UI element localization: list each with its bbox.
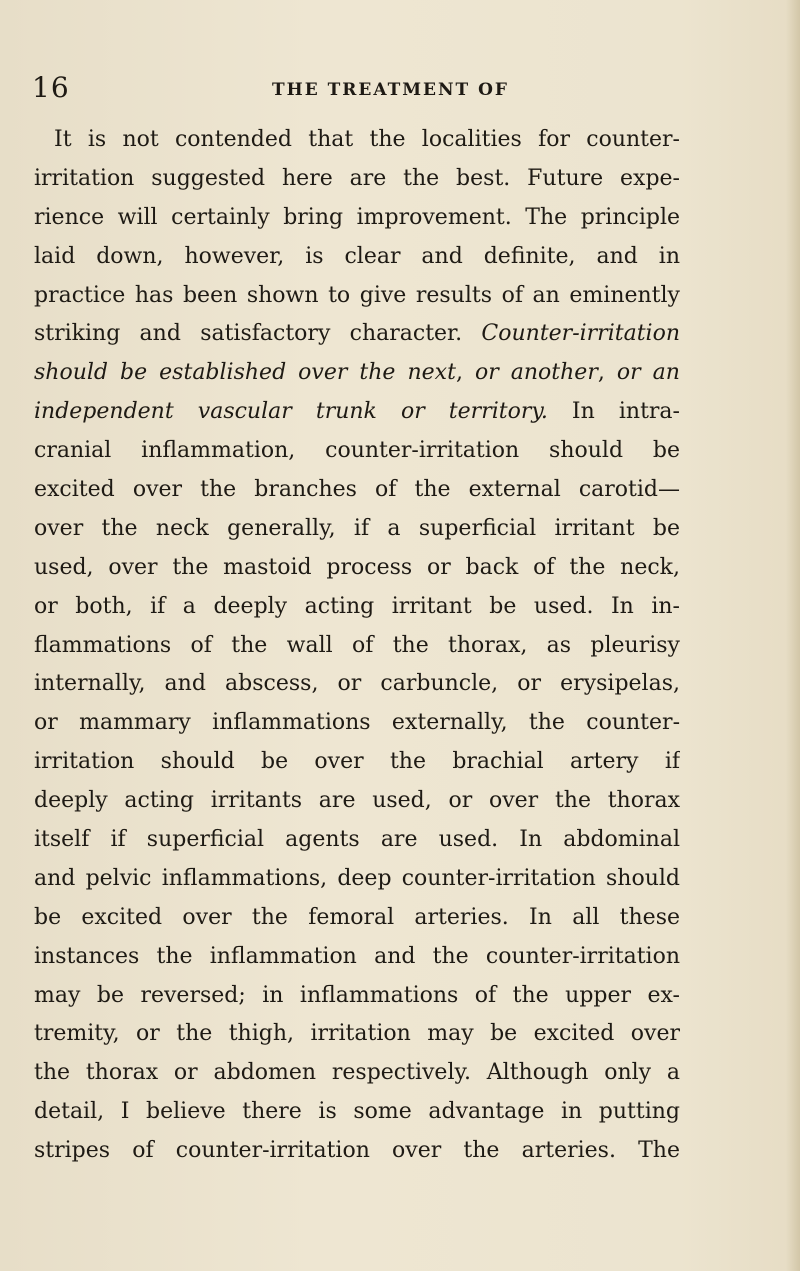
- text-segment: instances the inflammation and the counter-irritation: [34, 943, 680, 969]
- text-line: [34, 588, 680, 627]
- text-segment: and pelvic inflammations, deep counter-irritation should: [34, 865, 680, 891]
- text-segment: cranial inflammation, counter-irritation should be: [34, 438, 680, 464]
- text-line: [34, 393, 680, 432]
- text-line: [34, 315, 680, 354]
- text-segment: may be reversed; in inflammations of the upper ex-: [34, 982, 680, 1008]
- text-segment: used, over the mastoid process or back of the neck,: [34, 554, 680, 580]
- text-line: [34, 860, 680, 899]
- text-line: [34, 821, 680, 860]
- text-segment: or mammary inflammations externally, the counter-: [34, 710, 680, 736]
- text-segment: In intra-: [547, 399, 680, 425]
- body-paragraph: [34, 121, 680, 1171]
- text-line: [34, 977, 680, 1016]
- italic-text-segment: or an: [616, 360, 680, 386]
- text-line: [34, 704, 680, 743]
- text-line: [34, 782, 680, 821]
- text-line: [34, 1093, 680, 1132]
- italic-text-segment: should be established over the next: [34, 360, 456, 386]
- text-segment: flammations of the wall of the thorax, as pleurisy: [34, 632, 680, 658]
- text-segment: irritation should be over the brachial artery if: [34, 749, 680, 775]
- text-segment: the thorax or abdomen respectively. Although only a: [34, 1060, 680, 1086]
- text-segment: detail, I believe there is some advantage in putting: [34, 1099, 680, 1125]
- text-segment: itself if superficial agents are used. In abdominal: [34, 827, 680, 853]
- page-edge-shadow: [786, 0, 800, 1271]
- text-line: [34, 899, 680, 938]
- italic-text-segment: Counter-irritation: [481, 321, 680, 347]
- text-segment: striking and satisfactory character.: [34, 321, 482, 347]
- text-line: [34, 1015, 680, 1054]
- text-line: [34, 1054, 680, 1093]
- italic-text-segment: or another: [474, 360, 598, 386]
- text-line: [34, 1132, 680, 1171]
- text-segment: stripes of counter-irritation over the arteries. The: [34, 1138, 680, 1164]
- text-line: [34, 160, 680, 199]
- text-line: [34, 277, 680, 316]
- page-number: 16: [32, 71, 70, 104]
- text-line: [34, 938, 680, 977]
- text-segment: be excited over the femoral arteries. In all these: [34, 904, 680, 930]
- text-segment: It is not contended that the localities for counter-: [54, 127, 680, 152]
- text-line: [34, 199, 680, 238]
- text-segment: ,: [597, 360, 617, 386]
- text-segment: rience will certainly bring improvement. The principle: [34, 204, 680, 230]
- text-segment: excited over the branches of the external carotid—: [34, 477, 680, 503]
- text-line: [34, 510, 680, 549]
- text-segment: laid down, however, is clear and definite, and in: [34, 243, 680, 269]
- text-line: [34, 432, 680, 471]
- text-line: [34, 238, 680, 277]
- text-line: [34, 471, 680, 510]
- text-line: [34, 354, 680, 393]
- text-line: [34, 743, 680, 782]
- text-segment: ,: [455, 360, 475, 386]
- text-segment: irritation suggested here are the best. Future expe-: [34, 165, 680, 191]
- text-segment: practice has been shown to give results of an eminently: [34, 282, 680, 308]
- page-header: [32, 70, 732, 106]
- text-segment: tremity, or the thigh, irritation may be excited over: [34, 1021, 680, 1047]
- text-segment: internally, and abscess, or carbuncle, or erysipelas,: [34, 671, 680, 697]
- text-line: [34, 121, 680, 160]
- text-line: [34, 549, 680, 588]
- text-line: [34, 627, 680, 666]
- text-line: [34, 665, 680, 704]
- text-segment: over the neck generally, if a superficial irritant be: [34, 515, 680, 541]
- text-segment: deeply acting irritants are used, or over the thorax: [34, 788, 680, 814]
- text-segment: or both, if a deeply acting irritant be used. In in-: [34, 593, 680, 619]
- running-head: THE TREATMENT OF: [272, 80, 509, 100]
- italic-text-segment: independent vascular trunk or territory.: [34, 399, 548, 425]
